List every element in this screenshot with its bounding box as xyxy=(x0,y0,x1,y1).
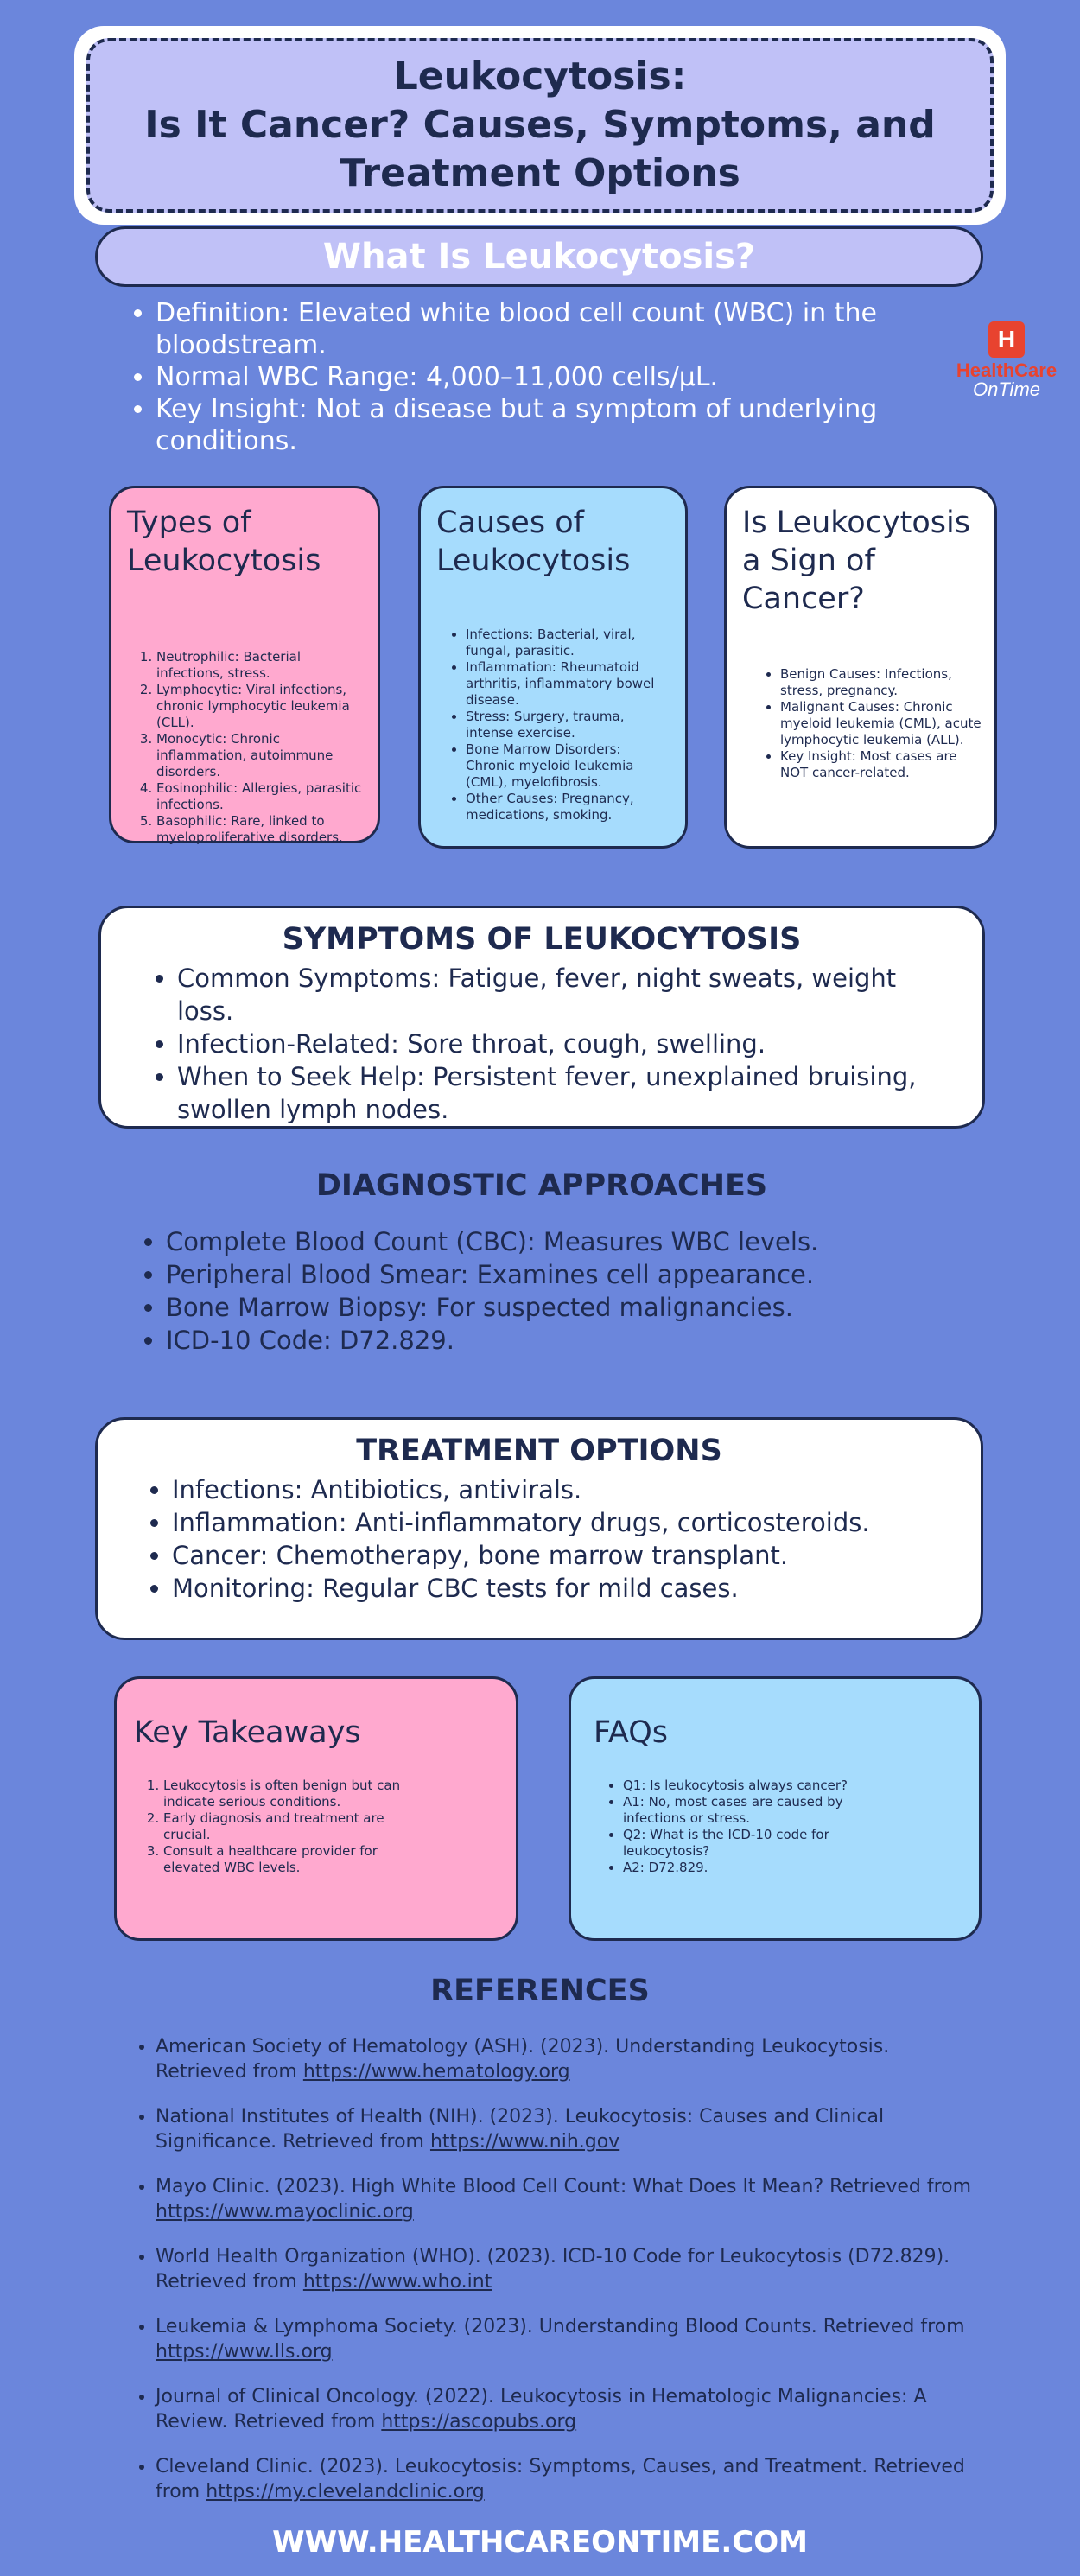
title-line-1: Leukocytosis: xyxy=(393,54,687,99)
references-list xyxy=(121,2034,985,2524)
references-heading: REFERENCES xyxy=(430,1974,650,2008)
reference-text: Journal of Clinical Oncology. (2022). Leukocytosis in Hematologic Malignancies: A Review. Retrieved from xyxy=(156,2386,927,2433)
list-item: • Key Insight: Most cases are NOT cancer-related. xyxy=(780,748,988,781)
title-banner xyxy=(86,38,994,213)
list-item: • Infection-Related: Sore throat, cough, swelling. xyxy=(177,1027,951,1060)
list-item: 3. Consult a healthcare provider for elevated WBC levels. xyxy=(163,1843,414,1876)
reference-link[interactable]: https://my.clevelandclinic.org xyxy=(206,2481,485,2503)
hospital-icon: H xyxy=(988,321,1025,358)
takeaways-heading: Key Takeaways xyxy=(134,1715,361,1750)
list-item: • Benign Causes: Infections, stress, pregnancy. xyxy=(780,666,988,699)
list-item: • Complete Blood Count (CBC): Measures WBC levels. xyxy=(166,1225,985,1258)
types-list xyxy=(156,649,362,846)
reference-link[interactable]: https://www.hematology.org xyxy=(302,2061,570,2083)
brand-logo[interactable] xyxy=(942,321,1071,401)
list-item: 1. Neutrophilic: Bacterial infections, stress. xyxy=(156,649,362,682)
list-item: 5. Basophilic: Rare, linked to myeloproliferative disorders. xyxy=(156,813,362,846)
reference-text: Mayo Clinic. (2023). High White Blood Cell Count: What Does It Mean? Retrieved from xyxy=(156,2176,972,2198)
reference-link[interactable]: https://www.mayoclinic.org xyxy=(156,2201,414,2223)
cancer-heading: Is Leukocytosis a Sign of Cancer? xyxy=(742,506,971,616)
reference-item xyxy=(156,2104,985,2154)
diagnostics-list xyxy=(121,1225,985,1357)
symptoms-section xyxy=(98,906,985,1129)
causes-list xyxy=(466,627,670,824)
list-item: • Normal WBC Range: 4,000–11,000 cells/µL. xyxy=(156,361,933,393)
takeaways-card xyxy=(114,1676,518,1941)
list-item: • Malignant Causes: Chronic myeloid leukemia (CML), acute lymphocytic leukemia (ALL). xyxy=(780,699,988,748)
list-item: • Inflammation: Anti-inflammatory drugs, corticosteroids. xyxy=(172,1506,951,1539)
list-item: • Key Insight: Not a disease but a symptom of underlying conditions. xyxy=(156,393,933,457)
reference-item xyxy=(156,2244,985,2294)
list-item: • Peripheral Blood Smear: Examines cell appearance. xyxy=(166,1258,985,1291)
reference-text: World Health Organization (WHO). (2023). ICD-10 Code for Leukocytosis (D72.829). Retrieved from xyxy=(156,2246,950,2293)
reference-link[interactable]: https://ascopubs.org xyxy=(381,2411,577,2433)
list-item: • Common Symptoms: Fatigue, fever, night sweats, weight loss. xyxy=(177,962,951,1027)
reference-link[interactable]: https://www.lls.org xyxy=(156,2341,333,2363)
list-item: • Infections: Antibiotics, antivirals. xyxy=(172,1473,951,1506)
list-item: 1. Leukocytosis is often benign but can indicate serious conditions. xyxy=(163,1778,414,1810)
page-title xyxy=(144,53,936,198)
list-item: • Bone Marrow Biopsy: For suspected malignancies. xyxy=(166,1291,985,1324)
reference-text: Cleveland Clinic. (2023). Leukocytosis: Symptoms, Causes, and Treatment. Retrieved from xyxy=(156,2456,965,2503)
logo-subtitle: OnTime xyxy=(972,378,1041,400)
treatment-list xyxy=(127,1473,951,1605)
diagnostics-heading: DIAGNOSTIC APPROACHES xyxy=(315,1168,768,1203)
list-item: • A1: No, most cases are caused by infections or stress. xyxy=(623,1794,848,1827)
list-item: 4. Eosinophilic: Allergies, parasitic infections. xyxy=(156,780,362,813)
list-item: • Stress: Surgery, trauma, intense exercise. xyxy=(466,709,670,741)
list-item: • Monitoring: Regular CBC tests for mild cases. xyxy=(172,1572,951,1605)
list-item: • Bone Marrow Disorders: Chronic myeloid leukemia (CML), myelofibrosis. xyxy=(466,741,670,791)
list-item: • Infections: Bacterial, viral, fungal, parasitic. xyxy=(466,627,670,659)
cancer-list xyxy=(780,666,988,781)
list-item: • Q1: Is leukocytosis always cancer? xyxy=(623,1778,848,1794)
list-item: • ICD-10 Code: D72.829. xyxy=(166,1324,985,1357)
causes-heading: Causes of Leukocytosis xyxy=(436,506,631,578)
reference-item xyxy=(156,2174,985,2224)
takeaways-list xyxy=(163,1778,414,1876)
cancer-card xyxy=(724,486,997,849)
causes-card xyxy=(418,486,688,849)
list-item: • Other Causes: Pregnancy, medications, smoking. xyxy=(466,791,670,824)
symptoms-list xyxy=(132,962,951,1126)
footer-url[interactable]: WWW.HEALTHCAREONTIME.COM xyxy=(272,2525,808,2560)
list-item: 2. Early diagnosis and treatment are crucial. xyxy=(163,1810,414,1843)
list-item: 2. Lymphocytic: Viral infections, chronic lymphocytic leukemia (CLL). xyxy=(156,682,362,731)
symptoms-heading: SYMPTOMS OF LEUKOCYTOSIS xyxy=(282,922,802,957)
list-item: 3. Monocytic: Chronic inflammation, autoimmune disorders. xyxy=(156,731,362,780)
reference-item xyxy=(156,2034,985,2084)
faqs-card xyxy=(569,1676,982,1941)
list-item: • A2: D72.829. xyxy=(623,1860,848,1876)
faqs-heading: FAQs xyxy=(594,1715,669,1750)
reference-link[interactable]: https://www.who.int xyxy=(302,2271,492,2293)
reference-link[interactable]: https://www.nih.gov xyxy=(429,2131,620,2153)
list-item: • Q2: What is the ICD-10 code for leukocytosis? xyxy=(623,1827,848,1860)
list-item: • Cancer: Chemotherapy, bone marrow transplant. xyxy=(172,1539,951,1572)
logo-name: HealthCare xyxy=(956,359,1058,381)
title-line-3: Treatment Options xyxy=(340,151,740,195)
reference-item xyxy=(156,2314,985,2364)
what-is-list xyxy=(121,297,933,457)
treatment-heading: TREATMENT OPTIONS xyxy=(356,1434,722,1468)
treatment-section xyxy=(95,1417,983,1640)
faqs-list xyxy=(623,1778,848,1876)
types-card xyxy=(109,486,380,843)
reference-text: Leukemia & Lymphoma Society. (2023). Understanding Blood Counts. Retrieved from xyxy=(156,2316,965,2337)
reference-text: American Society of Hematology (ASH). (2023). Understanding Leukocytosis. Retrieved from xyxy=(156,2036,890,2083)
reference-text: National Institutes of Health (NIH). (2023). Leukocytosis: Causes and Clinical Significance. Retrieved from xyxy=(156,2106,885,2153)
list-item: • Inflammation: Rheumatoid arthritis, inflammatory bowel disease. xyxy=(466,659,670,709)
title-line-2: Is It Cancer? Causes, Symptoms, and xyxy=(144,103,936,147)
what-is-banner xyxy=(95,226,983,287)
reference-item xyxy=(156,2384,985,2434)
reference-item xyxy=(156,2454,985,2504)
list-item: • Definition: Elevated white blood cell count (WBC) in the bloodstream. xyxy=(156,297,933,361)
what-is-heading: What Is Leukocytosis? xyxy=(322,237,756,277)
list-item: • When to Seek Help: Persistent fever, unexplained bruising, swollen lymph nodes. xyxy=(177,1060,951,1126)
types-heading: Types of Leukocytosis xyxy=(127,506,321,578)
